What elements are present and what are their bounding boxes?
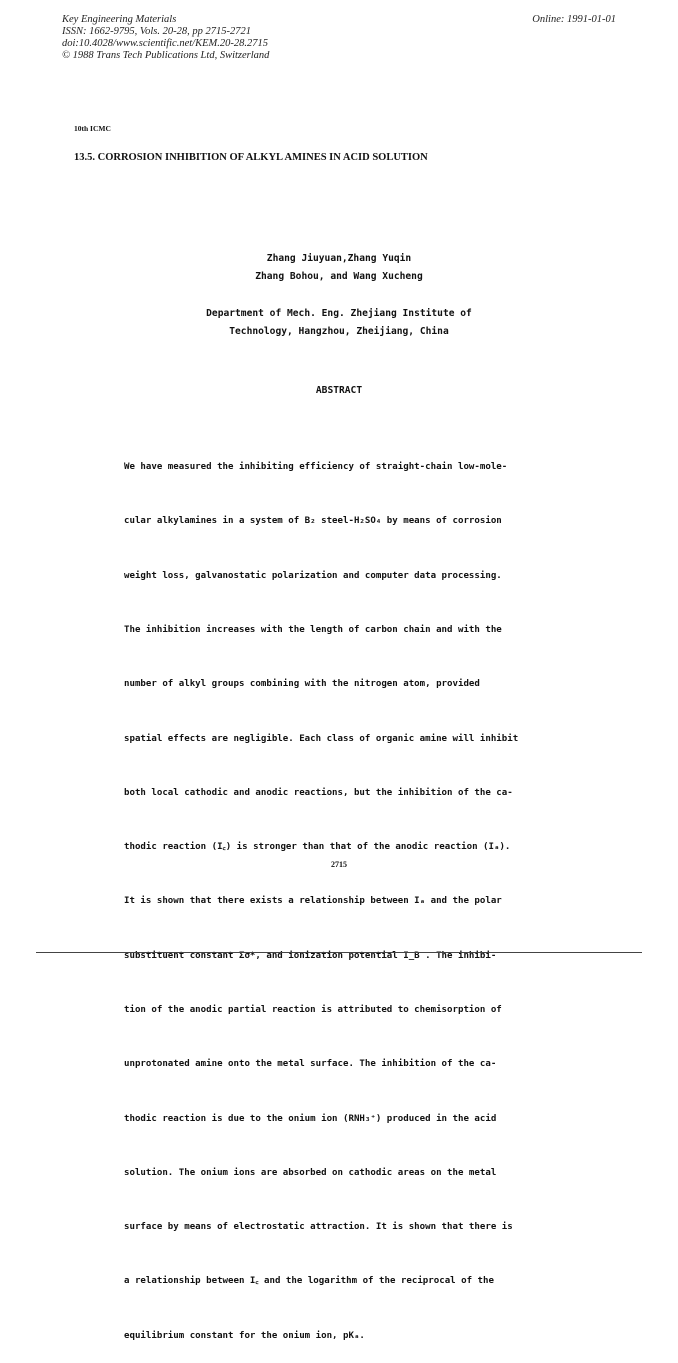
abstract-line: solution. The onium ions are absorbed on cathodic areas on the metal: [124, 1167, 497, 1178]
abstract-line: surface by means of electrostatic attraction. It is shown that there is: [124, 1222, 513, 1233]
conference-label: 10th ICMC: [74, 124, 111, 133]
abstract-line: It is shown that there exists a relationship between Iₐ and the polar: [124, 896, 502, 907]
abstract-line: both local cathodic and anodic reactions, but the inhibition of the ca-: [124, 787, 513, 798]
abstract-line: We have measured the inhibiting efficiency of straight-chain low-mole-: [124, 462, 508, 473]
journal-header: [62, 14, 269, 62]
abstract-body: [124, 422, 564, 1363]
online-date: Online: 1991-01-01: [532, 14, 616, 25]
doi-line: doi:10.4028/www.scientific.net/KEM.20-28.2715: [62, 38, 268, 49]
abstract-line: tion of the anodic partial reaction is attributed to chemisorption of: [124, 1005, 502, 1015]
abstract-line: a relationship between I꜀ and the logarithm of the reciprocal of the: [124, 1276, 494, 1287]
journal-name: Key Engineering Materials: [62, 14, 177, 25]
abstract-line: substituent constant Σσ*, and ionization potential I_B . The inhibi-: [124, 950, 497, 961]
abstract-line: weight loss, galvanostatic polarization and computer data processing.: [124, 570, 502, 581]
affiliation-line: Technology, Hangzhou, Zheijiang, China: [229, 326, 449, 337]
abstract-line: cular alkylamines in a system of B₂ steel-H₂SO₄ by means of corrosion: [124, 516, 502, 527]
abstract-line: spatial effects are negligible. Each class of organic amine will inhibit: [124, 733, 519, 744]
author-list: [0, 250, 678, 286]
page-number: 2715: [331, 860, 347, 869]
copyright-line: © 1988 Trans Tech Publications Ltd, Switzerland: [62, 50, 270, 61]
issn-line: ISSN: 1662-9795, Vols. 20-28, pp 2715-2721: [62, 26, 251, 37]
bottom-rule: [36, 952, 642, 953]
abstract-line: equilibrium constant for the onium ion, pKₐ.: [124, 1330, 365, 1341]
abstract-line: thodic reaction is due to the onium ion (RNH₃⁺) produced in the acid: [124, 1113, 497, 1124]
author-line: Zhang Jiuyuan,Zhang Yuqin: [266, 253, 412, 264]
paper-title: 13.5. CORROSION INHIBITION OF ALKYL AMINES IN ACID SOLUTION: [74, 152, 428, 163]
author-line: Zhang Bohou, and Wang Xucheng: [255, 271, 423, 282]
abstract-line: unprotonated amine onto the metal surface. The inhibition of the ca-: [124, 1059, 497, 1070]
abstract-heading: ABSTRACT: [315, 385, 363, 396]
abstract-line: number of alkyl groups combining with the nitrogen atom, provided: [124, 679, 480, 690]
abstract-line: thodic reaction (I꜀) is stronger than that of the anodic reaction (Iₐ).: [124, 842, 511, 853]
affiliation: [0, 305, 678, 341]
affiliation-line: Department of Mech. Eng. Zhejiang Institute of: [206, 308, 472, 319]
abstract-line: The inhibition increases with the length of carbon chain and with the: [124, 625, 502, 636]
